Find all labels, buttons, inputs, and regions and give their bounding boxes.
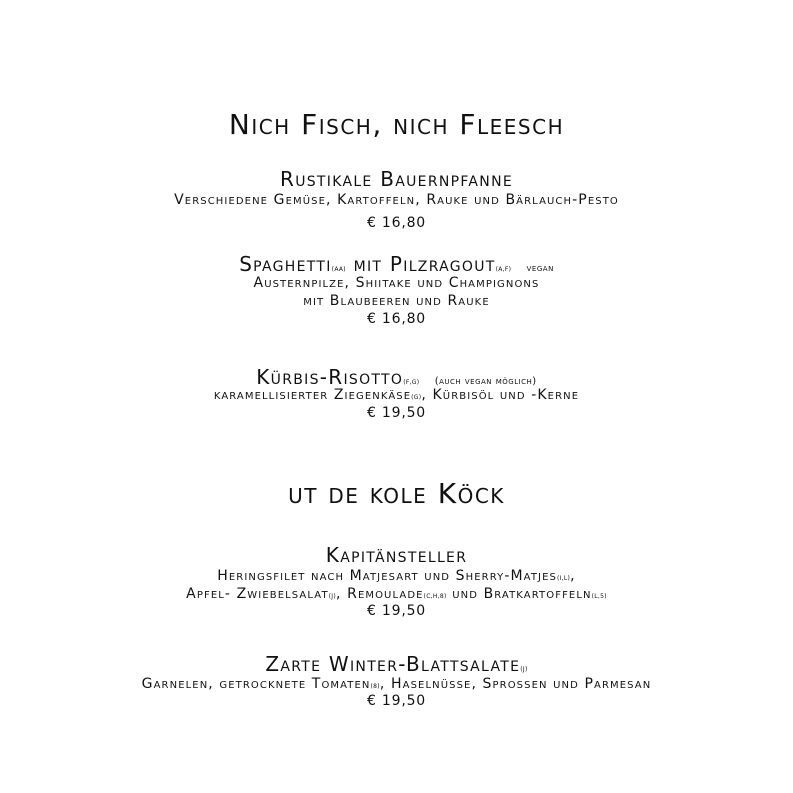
allergen-codes: (J) — [328, 593, 337, 600]
dish-description-spaghetti-2: mit Blaubeeren und Rauke — [303, 293, 490, 309]
allergen-codes: (J) — [520, 666, 528, 673]
dish-price-risotto: € 19,50 — [366, 405, 427, 421]
allergen-codes: (I,L) — [556, 575, 571, 582]
description-part: karamellisierter Ziegenkäse — [213, 387, 412, 403]
dish-name-part: Kürbis-Risotto — [256, 365, 404, 389]
dish-description-bauernpfanne: Verschiedene Gemüse, Kartoffeln, Rauke und Bärlauch-Pesto — [174, 192, 619, 208]
description-part: Heringsfilet nach Matjesart und Sherry-Matjes — [217, 568, 557, 584]
allergen-codes: (F,G) — [403, 379, 420, 386]
dish-name-kapitaensteller: Kapitänsteller — [325, 543, 468, 567]
allergen-codes: (L,5) — [591, 593, 607, 600]
allergen-codes: (G) — [411, 394, 422, 401]
dish-description-kapitaensteller-1 — [0, 568, 793, 584]
dish-name-spaghetti — [0, 252, 793, 276]
section-title-vegetarian: Nich Fisch, nich Fleesch — [228, 108, 565, 141]
dish-name-risotto — [0, 365, 793, 389]
dish-price-bauernpfanne: € 16,80 — [366, 215, 427, 231]
dish-description-risotto — [0, 387, 793, 403]
dish-name-part: Spaghetti — [239, 252, 332, 276]
description-part: und Bratkartoffeln — [446, 586, 592, 602]
allergen-codes: (A,F) — [495, 266, 512, 273]
dish-name-bauernpfanne: Rustikale Bauernpfanne — [280, 167, 513, 191]
description-part: , Kürbisöl und -Kerne — [421, 387, 580, 403]
dish-price-blattsalate: € 19,50 — [366, 693, 427, 709]
dish-name-part: mit Pilzragout — [345, 252, 496, 276]
description-part: , Remoulade — [336, 586, 424, 602]
dish-name-part: Zarte Winter-Blattsalate — [265, 652, 521, 676]
allergen-codes: (C,H,8) — [423, 593, 447, 600]
allergen-codes: (8) — [370, 683, 380, 690]
description-part: , Haselnüsse, Sprossen und Parmesan — [379, 676, 652, 692]
dish-price-spaghetti: € 16,80 — [366, 311, 427, 327]
description-part: Apfel- Zwiebelsalat — [186, 586, 329, 602]
dish-description-blattsalate — [0, 676, 793, 692]
dish-description-spaghetti-1: Austernpilze, Shiitake und Champignons — [253, 275, 540, 291]
dish-name-blattsalate — [0, 652, 793, 676]
dish-description-kapitaensteller-2 — [0, 586, 793, 602]
section-title-fish: ut de kole Köck — [288, 477, 505, 510]
diet-tag: (auch vegan möglich) — [434, 376, 537, 387]
dish-price-kapitaensteller: € 19,50 — [366, 603, 427, 619]
diet-tag: vegan — [526, 263, 554, 274]
description-part: , — [570, 568, 576, 584]
allergen-codes: (AA) — [331, 266, 346, 273]
description-part: Garnelen, getrocknete Tomaten — [141, 676, 371, 692]
